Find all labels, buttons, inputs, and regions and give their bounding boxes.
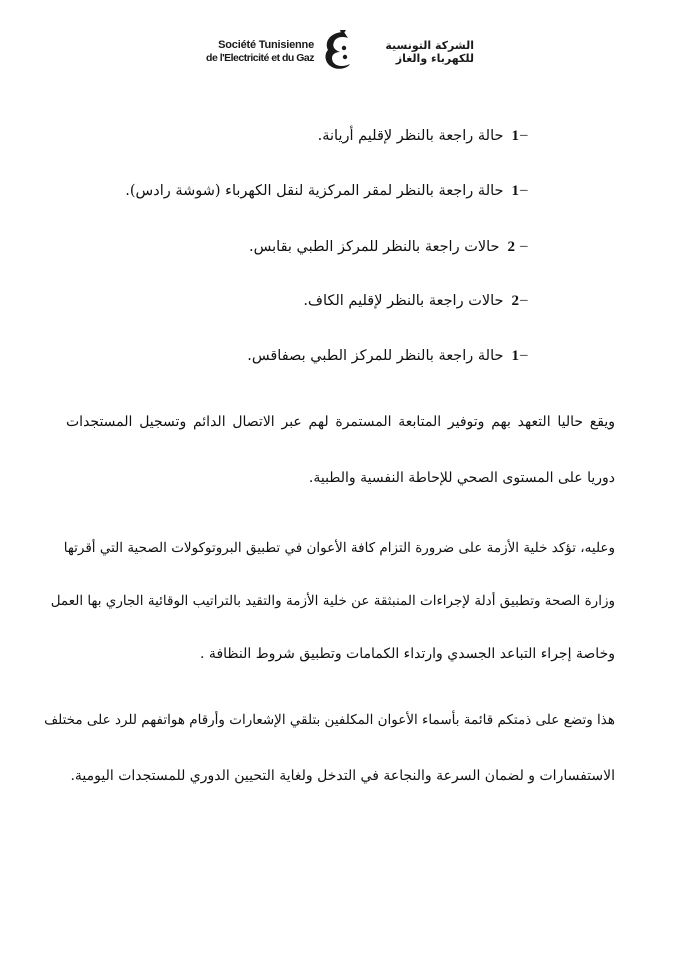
company-name-arabic [362,39,474,65]
list-item-text: حالة راجعة بالنظر لإقليم أريانة. [317,128,504,144]
list-item [247,348,519,365]
company-name-arabic-line1: الشركة التونسية [385,39,474,52]
paragraph-line: وزارة الصحة وتطبيق أدلة لإجراءات المنبثقة عن خلية الأزمة والتقيد بالتراتيب الوقائية الجاري بها العمل [50,593,615,609]
list-dash: – [520,347,528,363]
company-name-arabic-line2: للكهرباء والغاز [395,52,474,65]
case-count: 2 [507,239,515,255]
list-dash: – [520,182,528,198]
company-name-french [196,39,314,65]
case-count: 1 [511,183,519,199]
paragraph-line: وعليه، تؤكد خلية الأزمة على ضرورة التزام كافة الأعوان في تطبيق البروتوكولات الصحية التي أقرتها [63,540,615,556]
company-name-french-line1: Société Tunisienne [218,39,314,51]
list-dash: – [520,127,528,143]
case-count: 1 [511,128,519,144]
paragraph-line: وخاصة إجراء التباعد الجسدي وارتداء الكمامات وتطبيق شروط النظافة . [200,646,615,662]
company-name-french-line2: de l'Electricité et du Gaz [206,52,314,64]
paragraph-line: ويقع حاليا التعهد بهم وتوفير المتابعة المستمرة لهم عبر الاتصال الدائم وتسجيل المستجدات [66,414,615,430]
case-count: 2 [511,293,519,309]
list-item-text: حالات راجعة بالنظر لإقليم الكاف. [303,293,504,309]
list-item [303,293,519,310]
paragraph-line: الاستفسارات و لضمان السرعة والنجاعة في التدخل ولغاية التحيين الدوري للمستجدات اليومية. [70,768,615,784]
case-count: 1 [511,348,519,364]
letterhead [0,28,681,88]
list-item [318,128,519,145]
paragraph-line: دوريا على المستوى الصحي للإحاطة النفسية والطبية. [308,470,615,486]
list-item-text: حالات راجعة بالنظر للمركز الطبي بقابس. [249,239,500,255]
list-dash: – [520,292,528,308]
list-item [249,239,515,256]
list-item-text: حالة راجعة بالنظر لمقر المركزية لنقل الكهرباء (شوشة رادس). [125,183,504,199]
list-item [125,183,519,200]
list-dash: – [520,238,528,254]
steg-logo-icon [318,28,354,72]
list-item-text: حالة راجعة بالنظر للمركز الطبي بصفاقس. [247,348,504,364]
paragraph-line: هذا وتضع على ذمتكم قائمة بأسماء الأعوان المكلفين بتلقي الإشعارات وأرقام هواتفهم للرد على مختلف [44,712,615,728]
